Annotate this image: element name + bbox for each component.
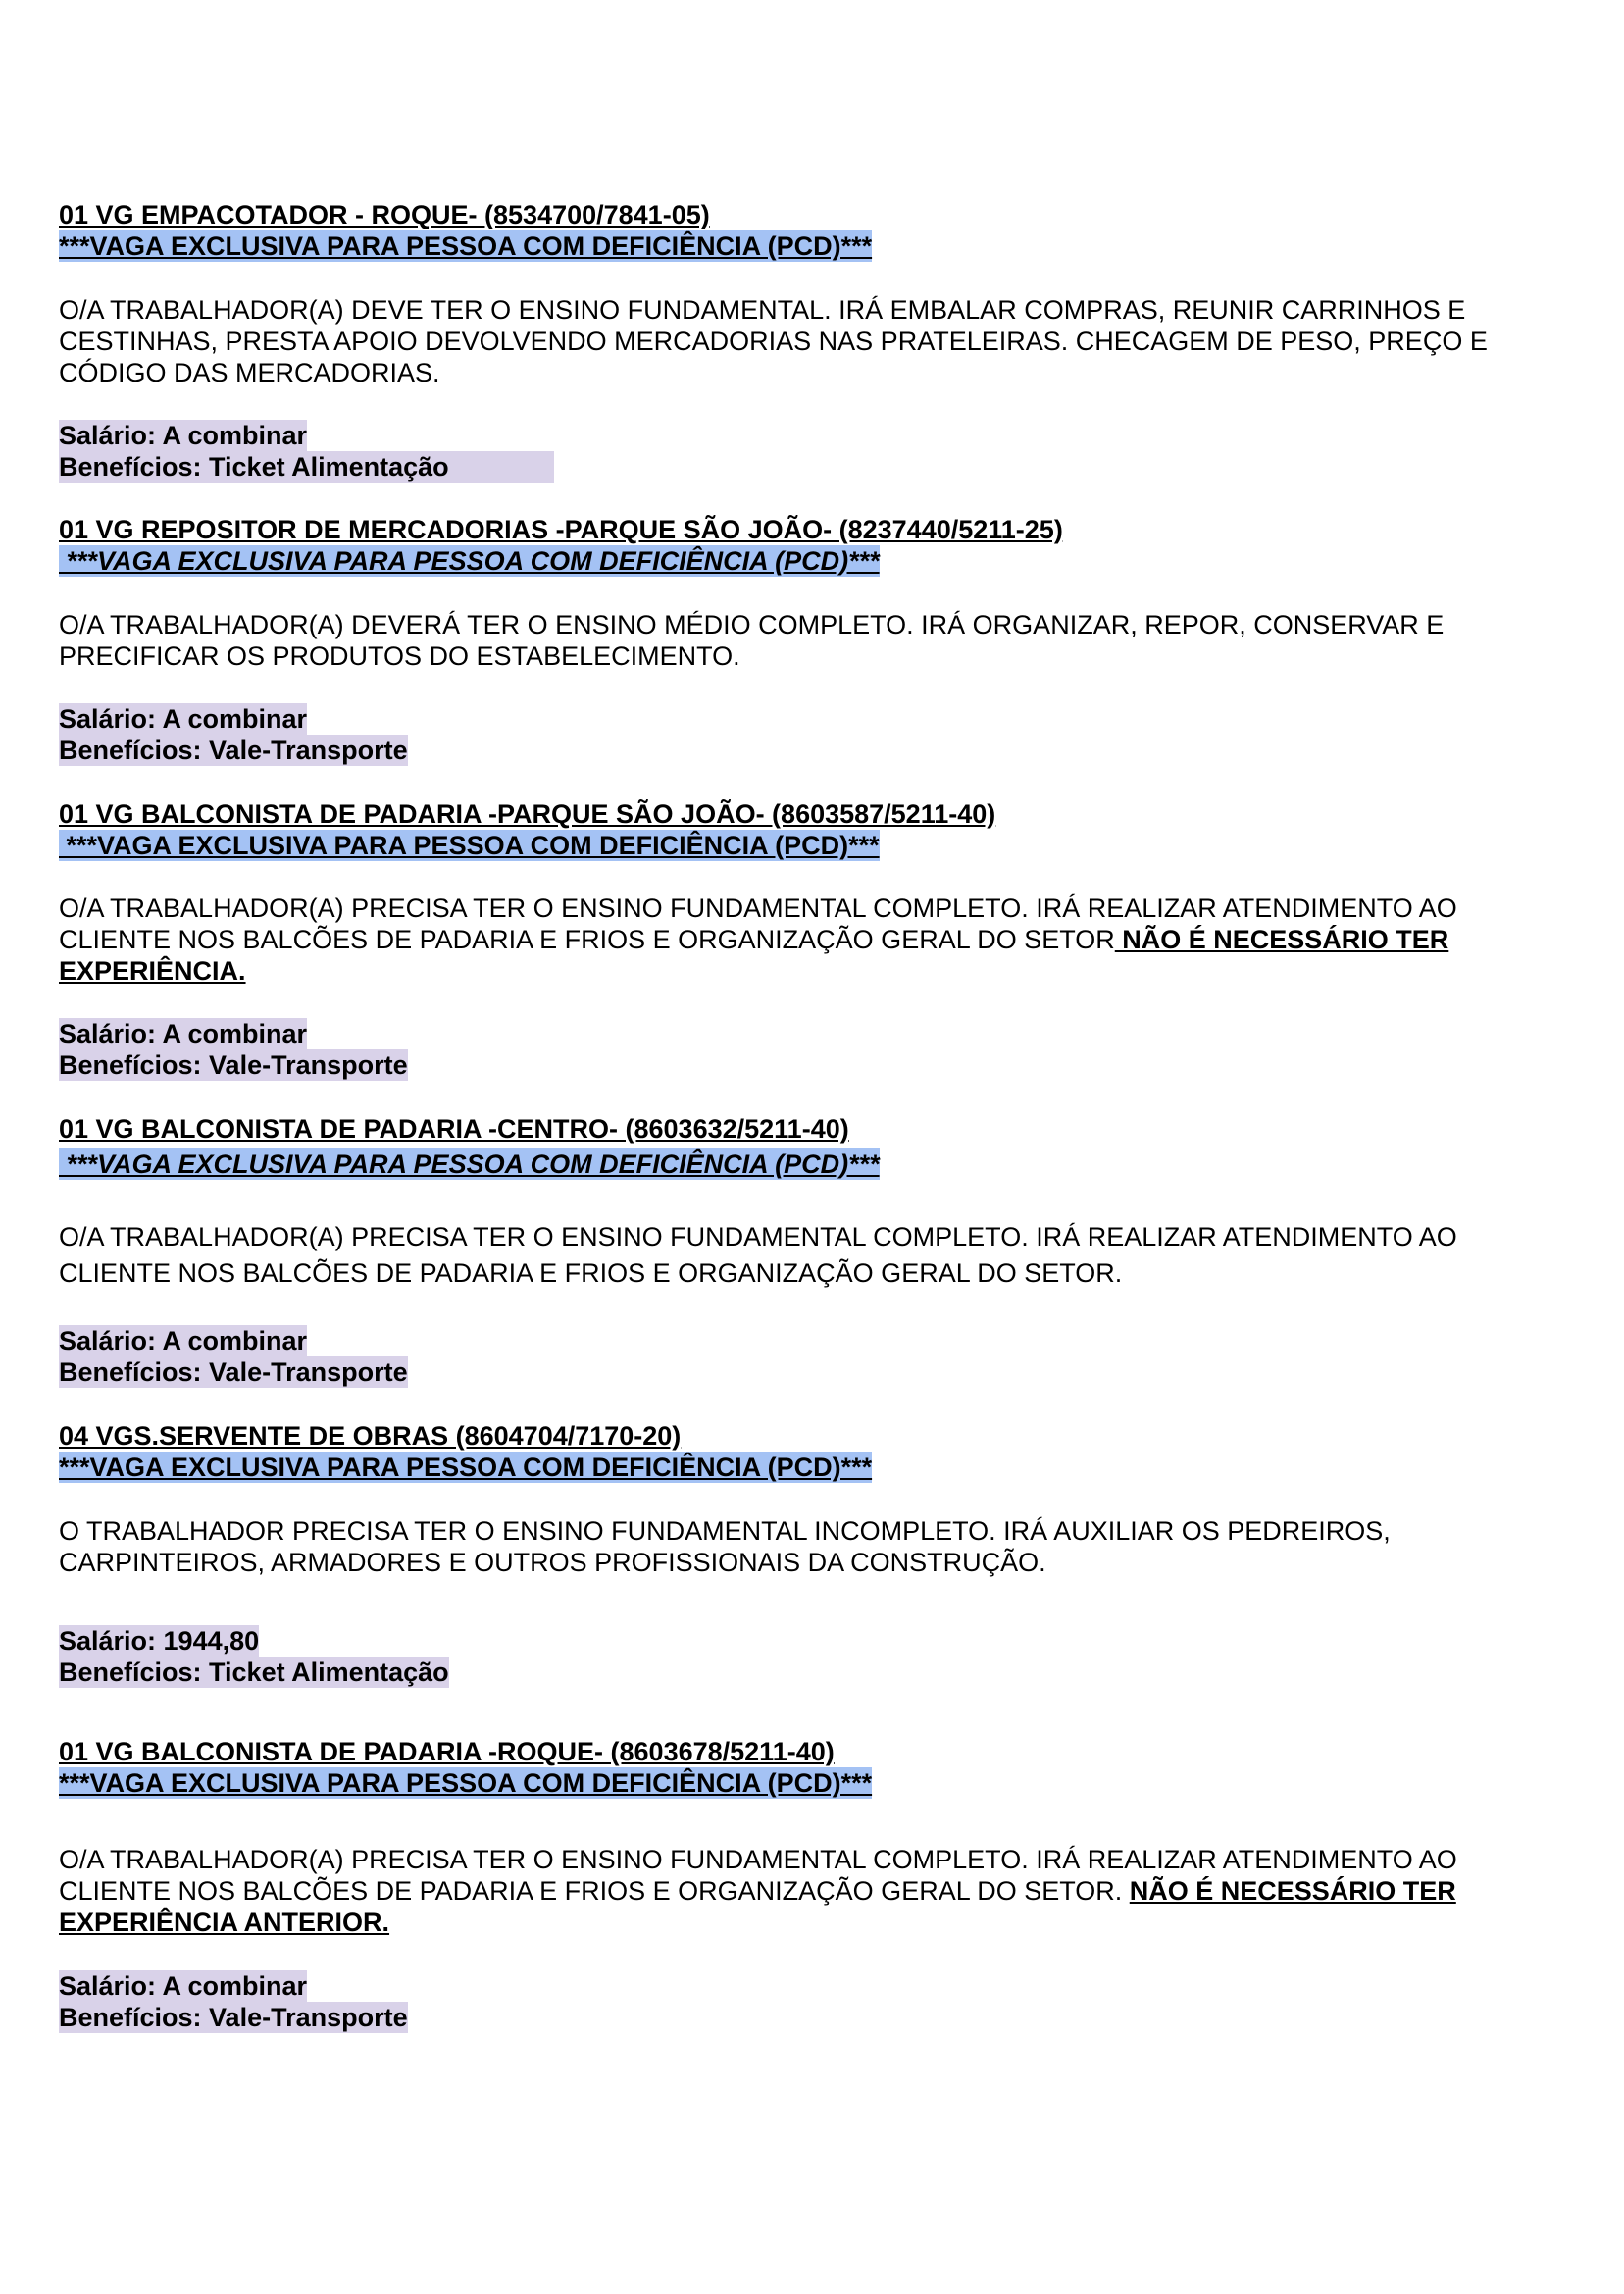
no-experience-notice: EXPERIÊNCIA ANTERIOR. <box>59 1908 390 1937</box>
job-description-text: CLIENTE NOS BALCÕES DE PADARIA E FRIOS E ORGANIZAÇÃO GERAL DO SETOR. <box>59 1876 1130 1906</box>
benefits-line: Benefícios: Vale-Transporte <box>59 2003 408 2032</box>
job-description-line <box>59 924 1448 955</box>
pcd-notice: ***VAGA EXCLUSIVA PARA PESSOA COM DEFICIÊNCIA (PCD)*** <box>59 1453 873 1482</box>
pcd-notice: ***VAGA EXCLUSIVA PARA PESSOA COM DEFICIÊNCIA (PCD)*** <box>59 546 880 576</box>
job-title: 01 VG REPOSITOR DE MERCADORIAS -PARQUE SÃO JOÃO- (8237440/5211-25) <box>59 515 1063 544</box>
job-title: 01 VG BALCONISTA DE PADARIA -ROQUE- (8603678/5211-40) <box>59 1737 835 1766</box>
job-description-line: O/A TRABALHADOR(A) DEVERÁ TER O ENSINO MÉDIO COMPLETO. IRÁ ORGANIZAR, REPOR, CONSERVAR E <box>59 610 1445 639</box>
salary-line: Salário: A combinar <box>59 704 308 734</box>
job-description-line: O/A TRABALHADOR(A) DEVE TER O ENSINO FUNDAMENTAL. IRÁ EMBALAR COMPRAS, REUNIR CARRINHOS E <box>59 295 1466 325</box>
job-title: 01 VG BALCONISTA DE PADARIA -CENTRO- (8603632/5211-40) <box>59 1114 849 1144</box>
job-description-line: O TRABALHADOR PRECISA TER O ENSINO FUNDAMENTAL INCOMPLETO. IRÁ AUXILIAR OS PEDREIROS, <box>59 1516 1391 1546</box>
salary-line: Salário: A combinar <box>59 1326 308 1355</box>
benefits-line: Benefícios: Vale-Transporte <box>59 1050 408 1080</box>
benefits-line: Benefícios: Vale-Transporte <box>59 1357 408 1387</box>
job-title: 01 VG EMPACOTADOR - ROQUE- (8534700/7841-05) <box>59 200 710 229</box>
job-title: 04 VGS.SERVENTE DE OBRAS (8604704/7170-20) <box>59 1421 682 1451</box>
no-experience-notice: EXPERIÊNCIA. <box>59 956 246 986</box>
salary-line: Salário: 1944,80 <box>59 1626 260 1656</box>
pcd-notice: ***VAGA EXCLUSIVA PARA PESSOA COM DEFICIÊNCIA (PCD)*** <box>59 231 873 261</box>
no-experience-notice: NÃO É NECESSÁRIO TER <box>1114 925 1449 954</box>
job-description-line: CÓDIGO DAS MERCADORIAS. <box>59 358 440 387</box>
job-description-text: CLIENTE NOS BALCÕES DE PADARIA E FRIOS E ORGANIZAÇÃO GERAL DO SETOR <box>59 925 1115 954</box>
benefits-line: Benefícios: Ticket Alimentação <box>59 451 554 483</box>
salary-line: Salário: A combinar <box>59 1019 308 1048</box>
job-description-line: O/A TRABALHADOR(A) PRECISA TER O ENSINO FUNDAMENTAL COMPLETO. IRÁ REALIZAR ATENDIMENTO AO <box>59 1222 1457 1251</box>
job-description-line: CESTINHAS, PRESTA APOIO DEVOLVENDO MERCADORIAS NAS PRATELEIRAS. CHECAGEM DE PESO, PREÇO E <box>59 327 1488 356</box>
job-description-line: O/A TRABALHADOR(A) PRECISA TER O ENSINO FUNDAMENTAL COMPLETO. IRÁ REALIZAR ATENDIMENTO AO <box>59 1845 1457 1874</box>
job-title: 01 VG BALCONISTA DE PADARIA -PARQUE SÃO JOÃO- (8603587/5211-40) <box>59 799 996 829</box>
salary-line: Salário: A combinar <box>59 421 308 450</box>
job-description-line: CLIENTE NOS BALCÕES DE PADARIA E FRIOS E ORGANIZAÇÃO GERAL DO SETOR. <box>59 1258 1123 1288</box>
pcd-notice: ***VAGA EXCLUSIVA PARA PESSOA COM DEFICIÊNCIA (PCD)*** <box>59 831 880 860</box>
job-description-line: O/A TRABALHADOR(A) PRECISA TER O ENSINO FUNDAMENTAL COMPLETO. IRÁ REALIZAR ATENDIMENTO AO <box>59 893 1457 923</box>
job-description-line: CARPINTEIROS, ARMADORES E OUTROS PROFISSIONAIS DA CONSTRUÇÃO. <box>59 1548 1046 1577</box>
no-experience-notice: NÃO É NECESSÁRIO TER <box>1129 1876 1456 1906</box>
pcd-notice: ***VAGA EXCLUSIVA PARA PESSOA COM DEFICIÊNCIA (PCD)*** <box>59 1149 880 1179</box>
pcd-notice: ***VAGA EXCLUSIVA PARA PESSOA COM DEFICIÊNCIA (PCD)*** <box>59 1768 873 1798</box>
job-description-line <box>59 1875 1456 1907</box>
salary-line: Salário: A combinar <box>59 1971 308 2001</box>
job-description-line: PRECIFICAR OS PRODUTOS DO ESTABELECIMENTO. <box>59 641 740 671</box>
benefits-line: Benefícios: Ticket Alimentação <box>59 1657 449 1687</box>
benefits-line: Benefícios: Vale-Transporte <box>59 736 408 765</box>
